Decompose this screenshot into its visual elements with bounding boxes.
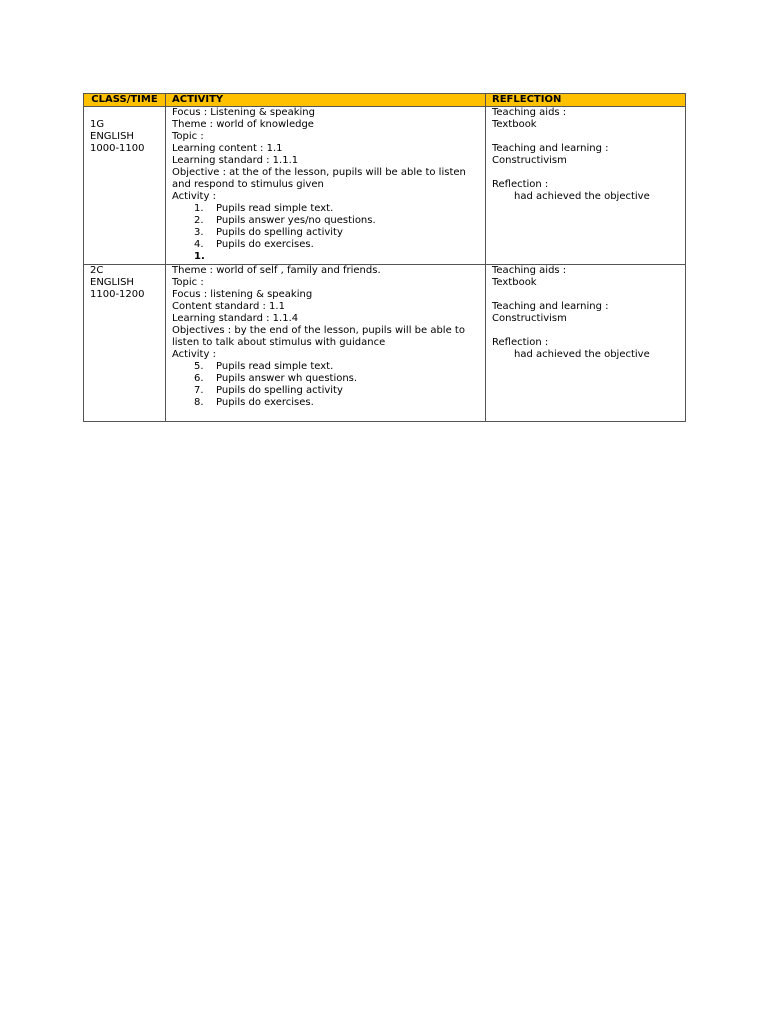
- time-slot: 1000-1100: [90, 143, 145, 154]
- teaching-aids-label: Teaching aids :: [492, 265, 567, 276]
- reflection-cell: [486, 107, 686, 265]
- table-header-row: [84, 94, 686, 107]
- teaching-aids-value: Textbook: [492, 119, 537, 130]
- objective-line: Objective : at the of the lesson, pupils will be able to listen and respond to stimulus given: [172, 167, 466, 190]
- list-item: 7. Pupils do spelling activity: [194, 385, 343, 396]
- list-item: 3. Pupils do spelling activity: [194, 227, 343, 238]
- list-item: 4. Pupils do exercises.: [194, 239, 314, 250]
- reflection-value: had achieved the objective: [514, 349, 650, 360]
- class-time-cell: [84, 265, 166, 422]
- class-time-cell: [84, 107, 166, 265]
- table-row: [84, 265, 686, 422]
- list-item: 8. Pupils do exercises.: [194, 397, 314, 408]
- reflection-label: Reflection :: [492, 179, 549, 190]
- teaching-learning-label: Teaching and learning :: [492, 143, 609, 154]
- teaching-learning-label: Teaching and learning :: [492, 301, 609, 312]
- activity-line: Topic :: [172, 131, 204, 142]
- table-row: [84, 107, 686, 265]
- list-item: 2. Pupils answer yes/no questions.: [194, 215, 376, 226]
- activity-cell: [166, 107, 486, 265]
- reflection-value: had achieved the objective: [514, 191, 650, 202]
- header-class-time: CLASS/TIME: [84, 94, 166, 107]
- activity-cell: [166, 265, 486, 422]
- class-name: 1G: [90, 119, 105, 130]
- activity-line: Theme : world of knowledge: [172, 119, 314, 130]
- objective-line: Objectives : by the end of the lesson, pupils will be able to listen to talk about stimulus with guidance: [172, 325, 465, 348]
- activity-line: Activity :: [172, 349, 216, 360]
- activity-line: Activity :: [172, 191, 216, 202]
- reflection-label: Reflection :: [492, 337, 549, 348]
- time-slot: 1100-1200: [90, 289, 145, 300]
- subject-name: ENGLISH: [90, 277, 134, 288]
- reflection-cell: [486, 265, 686, 422]
- subject-name: ENGLISH: [90, 131, 134, 142]
- class-name: 2C: [90, 265, 104, 276]
- lesson-plan-table: [83, 93, 686, 422]
- list-item: 5. Pupils read simple text.: [194, 361, 334, 372]
- teaching-aids-value: Textbook: [492, 277, 537, 288]
- header-activity: ACTIVITY: [166, 94, 486, 107]
- teaching-learning-value: Constructivism: [492, 155, 567, 166]
- activity-line: Learning standard : 1.1.4: [172, 313, 299, 324]
- activity-line: Content standard : 1.1: [172, 301, 285, 312]
- activity-line: Theme : world of self , family and friends.: [172, 265, 381, 276]
- activity-line: Learning content : 1.1: [172, 143, 283, 154]
- activity-list: [172, 203, 479, 263]
- header-reflection: REFLECTION: [486, 94, 686, 107]
- activity-line: Topic :: [172, 277, 204, 288]
- activity-line: Learning standard : 1.1.1: [172, 155, 299, 166]
- activity-list: [172, 361, 479, 409]
- teaching-learning-value: Constructivism: [492, 313, 567, 324]
- list-item: 6. Pupils answer wh questions.: [194, 373, 358, 384]
- activity-line: Focus : listening & speaking: [172, 289, 313, 300]
- list-item: 1. Pupils read simple text.: [194, 203, 334, 214]
- teaching-aids-label: Teaching aids :: [492, 107, 567, 118]
- activity-line: Focus : Listening & speaking: [172, 107, 315, 118]
- list-item: 1.: [194, 251, 205, 262]
